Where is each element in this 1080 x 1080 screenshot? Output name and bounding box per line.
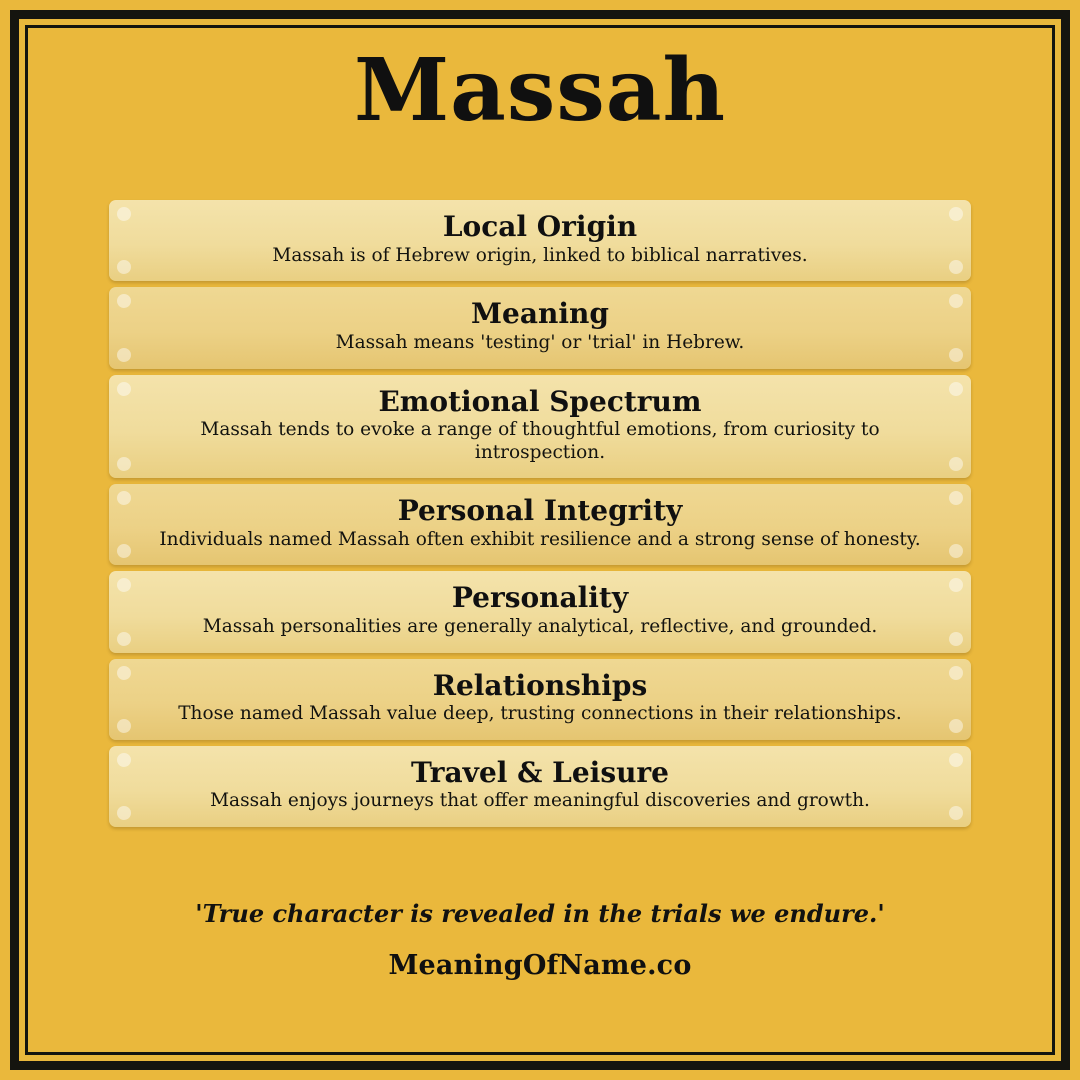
section-text: Massah is of Hebrew origin, linked to biblical narratives. — [272, 244, 808, 266]
section-title: Relationships — [432, 668, 648, 702]
section-card-list — [109, 200, 971, 833]
card-rivet-icon — [117, 719, 131, 733]
section-title: Personality — [451, 581, 629, 615]
section-title: Emotional Spectrum — [378, 384, 702, 418]
card-rivet-icon — [117, 544, 131, 558]
card-rivet-icon — [949, 806, 963, 820]
poster-content — [28, 28, 1052, 1052]
card-rivet-icon — [949, 632, 963, 646]
card-rivet-icon — [949, 457, 963, 471]
site-branding: MeaningOfName.co — [388, 949, 692, 981]
card-rivet-icon — [949, 348, 963, 362]
section-text: Massah personalities are generally analytical, reflective, and grounded. — [202, 616, 878, 638]
card-rivet-icon — [949, 544, 963, 558]
page-title: Massah — [353, 40, 726, 141]
section-title: Personal Integrity — [397, 494, 683, 528]
quote-text: 'True character is revealed in the trials we endure.' — [195, 898, 885, 928]
section-card — [109, 659, 971, 740]
section-title: Local Origin — [442, 210, 638, 244]
section-title: Travel & Leisure — [410, 755, 669, 789]
card-rivet-icon — [949, 260, 963, 274]
section-text: Massah enjoys journeys that offer meaningful discoveries and growth. — [210, 790, 870, 812]
section-card — [109, 200, 971, 281]
card-rivet-icon — [117, 260, 131, 274]
section-title: Meaning — [471, 297, 609, 331]
card-rivet-icon — [949, 719, 963, 733]
section-text: Massah means 'testing' or 'trial' in Hebrew. — [335, 332, 745, 354]
card-rivet-icon — [117, 806, 131, 820]
section-text: Those named Massah value deep, trusting connections in their relationships. — [178, 703, 902, 725]
section-text: Massah tends to evoke a range of thoughtful emotions, from curiosity to introspection. — [200, 419, 880, 463]
section-card — [109, 746, 971, 827]
section-text: Individuals named Massah often exhibit resilience and a strong sense of honesty. — [159, 528, 921, 550]
card-rivet-icon — [117, 348, 131, 362]
section-card — [109, 287, 971, 368]
section-card — [109, 484, 971, 565]
section-card — [109, 571, 971, 652]
card-rivet-icon — [117, 457, 131, 471]
section-card — [109, 375, 971, 479]
card-rivet-icon — [117, 632, 131, 646]
